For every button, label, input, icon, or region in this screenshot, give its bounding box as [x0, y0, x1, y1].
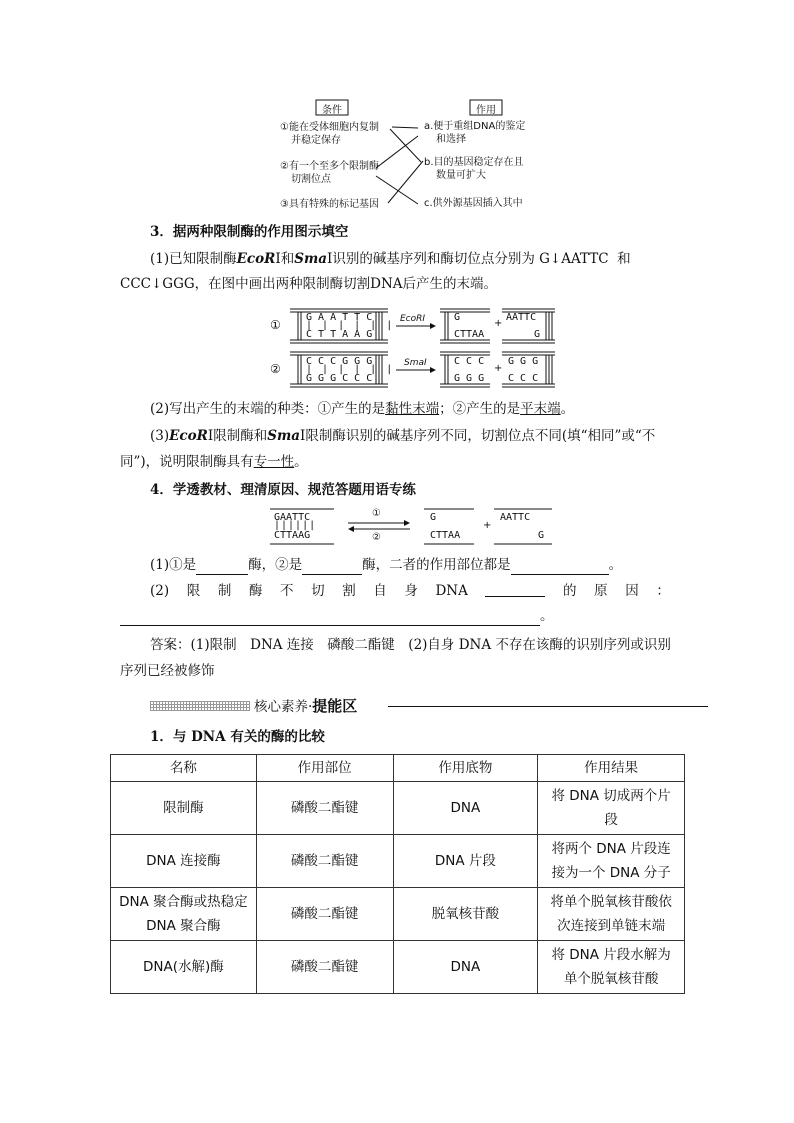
q3-part1-line2: CCC↓GGG，在图中画出两种限制酶切割DNA后产生的末端。	[120, 276, 498, 292]
row1-right-bottom: G	[534, 329, 541, 340]
cell-substrate: DNA	[393, 941, 538, 994]
row2-bottom-seq: G G G C C C	[306, 373, 373, 384]
q4-right-top: AATTC	[500, 512, 531, 523]
section-header	[150, 697, 710, 715]
q4-top-seq: GAATTC	[274, 512, 311, 523]
col-header-site: 作用部位	[256, 755, 393, 782]
row1-right-top: AATTC	[506, 312, 537, 323]
cell-name: DNA 聚合酶或热稳定 DNA 聚合酶	[111, 888, 257, 941]
function-b: b.目的基因稳定存在且 数量可扩大	[424, 157, 524, 181]
cell-name: 限制酶	[111, 782, 257, 835]
row2-right-bottom: C C C	[508, 373, 539, 384]
blank-1[interactable]	[196, 559, 248, 575]
cell-substrate: DNA 片段	[393, 835, 538, 888]
digest-label-2: ②	[270, 362, 281, 376]
cell-substrate: 脱氧核苷酸	[393, 888, 538, 941]
function-c: c.供外源基因插入其中	[424, 198, 523, 209]
q4-heading: 4．学透教材、理清原因、规范答题用语专练	[150, 482, 416, 498]
table-row	[111, 941, 685, 994]
q4-part2: (2) 限 制 酶 不 切 割 自 身 DNA 的 原 因 ：	[150, 583, 670, 599]
enzyme-ecori-label: EcoRⅠ	[400, 314, 426, 324]
q4-figure	[268, 506, 558, 548]
answer-line1: 答案：(1)限制 DNA 连接 磷酸二酯键 (2)自身 DNA 不存在该酶的识别序列或识别	[150, 637, 671, 653]
table-row	[111, 782, 685, 835]
q4-pairs: ||||||	[274, 520, 317, 531]
q4-right-bottom: G	[538, 530, 545, 541]
section-rule	[388, 706, 708, 707]
digest-label-1: ①	[270, 318, 281, 332]
row2-left-top: C C C	[454, 356, 485, 367]
cell-site: 磷酸二酯键	[256, 782, 393, 835]
blank-2[interactable]	[302, 559, 362, 575]
digest-figure	[270, 306, 560, 390]
blank-3[interactable]	[511, 559, 609, 575]
match-line-1	[392, 127, 418, 128]
q4-arrow-2-label: ②	[372, 532, 381, 543]
section-title: 核心素养·提能区	[254, 697, 358, 715]
q3-part3-line2: 同”)，说明限制酶具有专一性。	[120, 454, 308, 470]
cell-name: DNA 连接酶	[111, 835, 257, 888]
cell-result: 将 DNA 切成两个片 段	[538, 782, 685, 835]
q4-left-top: G	[430, 512, 437, 523]
right-header: 作用	[476, 105, 496, 116]
table-row	[111, 835, 685, 888]
q4-plus: +	[483, 520, 492, 531]
col-header-result: 作用结果	[538, 755, 685, 782]
cell-result: 将单个脱氧核苷酸依 次连接到单链末端	[538, 888, 685, 941]
q4-part1: (1)①是 酶，②是 酶，二者的作用部位都是 。	[150, 557, 623, 573]
col-header-name: 名称	[111, 755, 257, 782]
table-header-row	[111, 755, 685, 782]
matching-figure	[276, 96, 546, 214]
enzyme-smai-label: SmaⅠ	[404, 358, 427, 368]
row1-bottom-seq: C T T A A G	[306, 329, 373, 340]
table-row	[111, 888, 685, 941]
cell-site: 磷酸二酯键	[256, 888, 393, 941]
row1-top-seq: G A A T T C	[306, 312, 373, 323]
q3-part3-line1: (3)EcoRⅠ限制酶和SmaⅠ限制酶识别的碱基序列不同，切割位点不同(填“相同”或“不	[150, 428, 656, 444]
function-a: a.便于重组DNA的鉴定 和选择	[424, 121, 526, 145]
table-heading: 1．与 DNA 有关的酶的比较	[150, 729, 325, 745]
cell-site: 磷酸二酯键	[256, 941, 393, 994]
q4-part2-line2: 。	[120, 606, 554, 626]
condition-2: ②有一个至多个限制酶 切割位点	[280, 161, 379, 185]
left-header: 条件	[322, 105, 342, 116]
section-hatch	[150, 701, 250, 711]
q4-arrow-1-label: ①	[372, 508, 381, 519]
row2-plus: +	[494, 363, 503, 374]
blank-5[interactable]	[120, 610, 540, 626]
col-header-substrate: 作用底物	[393, 755, 538, 782]
match-line-3	[388, 161, 423, 203]
q3-part2: (2)写出产生的末端的种类：①产生的是黏性末端；②产生的是平末端。	[150, 401, 575, 417]
q4-bottom-seq: CTTAAG	[274, 530, 311, 541]
row2-pairs: | | | | | |	[306, 364, 395, 375]
cell-result: 将 DNA 片段水解为 单个脱氧核苷酸	[538, 941, 685, 994]
q3-part1-line1: (1)已知限制酶EcoRⅠ和SmaⅠ识别的碱基序列和酶切位点分别为 G↓AATTC 和	[150, 251, 631, 267]
answer-line2: 序列已经被修饰	[120, 663, 215, 679]
condition-3: ③具有特殊的标记基因	[280, 199, 379, 210]
row1-left-top: G	[454, 312, 461, 323]
row2-top-seq: C C C G G G	[306, 356, 373, 367]
row2-left-bottom: G G G	[454, 373, 485, 384]
q3-heading: 3．据两种限制酶的作用图示填空	[150, 224, 349, 240]
cell-site: 磷酸二酯键	[256, 835, 393, 888]
match-line-4	[376, 176, 418, 204]
blank-4[interactable]	[485, 581, 545, 597]
q4-left-bottom: CTTAA	[430, 530, 461, 541]
row1-plus: +	[494, 318, 503, 329]
row1-left-bottom: CTTAA	[454, 329, 485, 340]
condition-1: ①能在受体细胞内复制 并稳定保存	[280, 122, 379, 146]
enzyme-comparison-table	[110, 754, 685, 994]
cell-substrate: DNA	[393, 782, 538, 835]
cell-result: 将两个 DNA 片段连 接为一个 DNA 分子	[538, 835, 685, 888]
cell-name: DNA(水解)酶	[111, 941, 257, 994]
row2-right-top: G G G	[508, 356, 539, 367]
row1-pairs: | | | | | |	[306, 320, 395, 331]
